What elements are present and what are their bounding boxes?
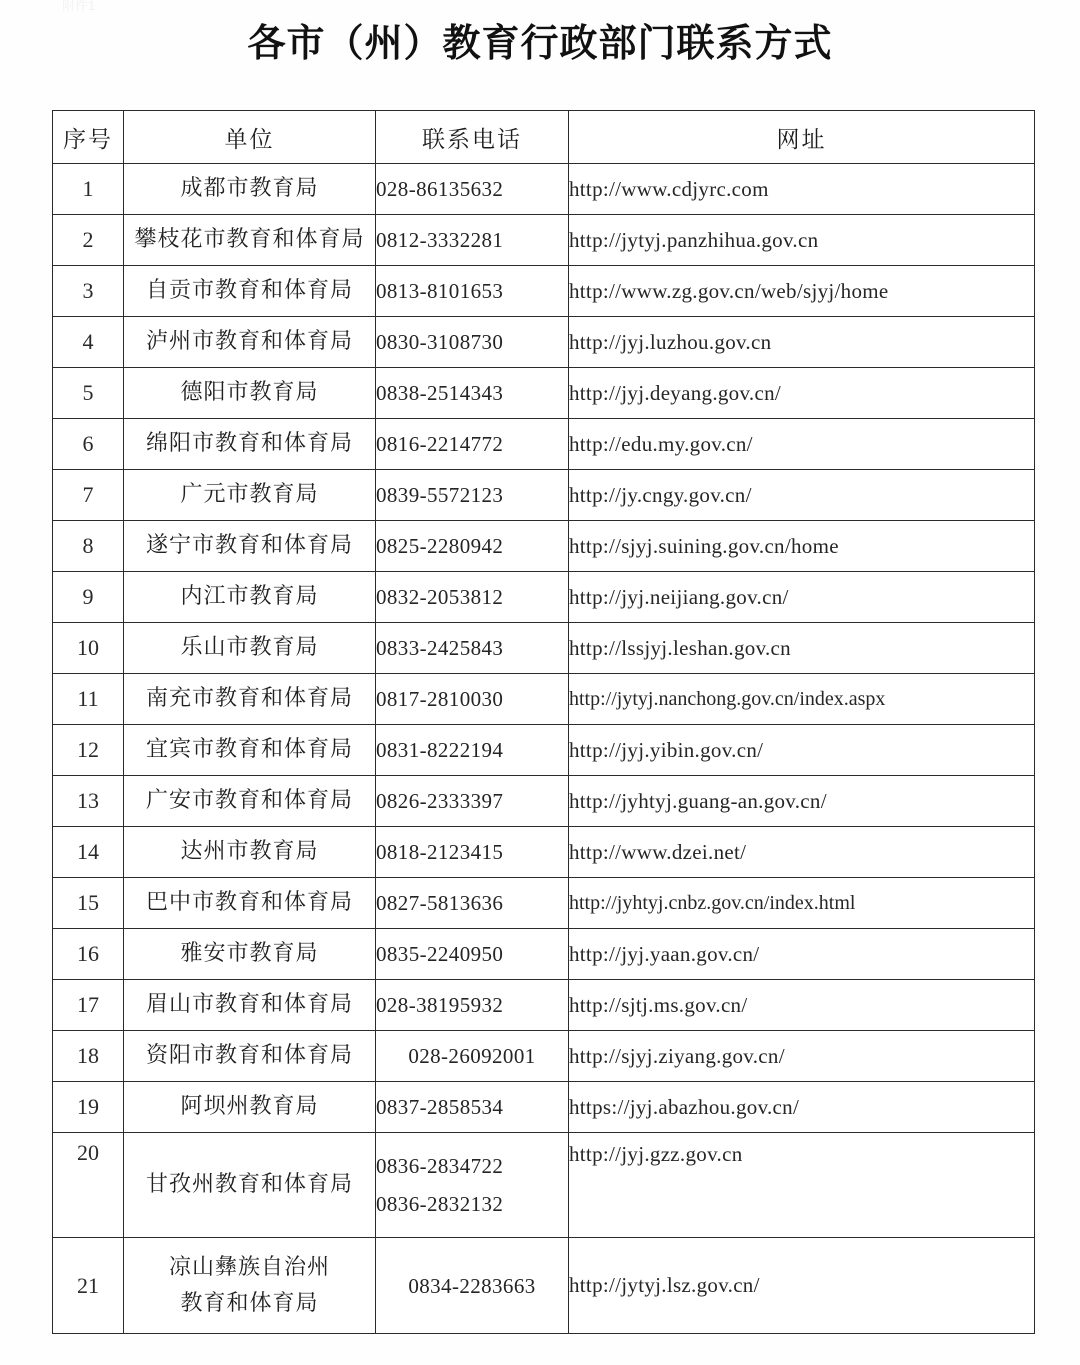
row-number: 5 [53,368,124,419]
table-row [53,1133,1035,1238]
contact-table [52,110,1035,1334]
row-website[interactable]: http://jyhtyj.guang-an.gov.cn/ [569,776,1035,827]
row-website[interactable]: http://jytyj.lsz.gov.cn/ [569,1238,1035,1334]
row-website[interactable]: http://sjtj.ms.gov.cn/ [569,980,1035,1031]
row-phone: 0838-2514343 [376,368,569,419]
row-unit: 雅安市教育局 [124,929,376,980]
row-phone: 0816-2214772 [376,419,569,470]
row-website[interactable]: http://www.dzei.net/ [569,827,1035,878]
row-unit: 遂宁市教育和体育局 [124,521,376,572]
table-row [53,725,1035,776]
row-website[interactable]: http://jyhtyj.cnbz.gov.cn/index.html [569,878,1035,929]
row-number: 3 [53,266,124,317]
column-header-url: 网址 [569,111,1035,164]
row-website[interactable]: http://jyj.neijiang.gov.cn/ [569,572,1035,623]
row-unit: 甘孜州教育和体育局 [124,1133,376,1238]
row-number: 16 [53,929,124,980]
table-row [53,470,1035,521]
row-unit: 巴中市教育和体育局 [124,878,376,929]
row-phone-line-1: 0836-2834722 [376,1154,504,1178]
table-row [53,368,1035,419]
row-website[interactable]: https://jyj.abazhou.gov.cn/ [569,1082,1035,1133]
table-row [53,776,1035,827]
contact-table-container [52,110,1034,1334]
table-row [53,1031,1035,1082]
row-unit: 自贡市教育和体育局 [124,266,376,317]
row-number: 15 [53,878,124,929]
table-row [53,1238,1035,1334]
row-phone: 0818-2123415 [376,827,569,878]
row-unit: 成都市教育局 [124,164,376,215]
row-website[interactable]: http://jyj.luzhou.gov.cn [569,317,1035,368]
row-number: 14 [53,827,124,878]
row-number: 1 [53,164,124,215]
table-row [53,266,1035,317]
row-number: 13 [53,776,124,827]
row-website[interactable]: http://jytyj.nanchong.gov.cn/index.aspx [569,674,1035,725]
column-header-unit: 单位 [124,111,376,164]
row-phone: 0839-5572123 [376,470,569,521]
row-number: 17 [53,980,124,1031]
row-unit: 宜宾市教育和体育局 [124,725,376,776]
table-row [53,674,1035,725]
row-website[interactable]: http://sjyj.suining.gov.cn/home [569,521,1035,572]
row-website[interactable]: http://jyj.gzz.gov.cn [569,1133,1035,1238]
table-row [53,572,1035,623]
row-phone: 0817-2810030 [376,674,569,725]
row-unit: 达州市教育局 [124,827,376,878]
row-unit: 绵阳市教育和体育局 [124,419,376,470]
top-cropped-remnant-text: 附件1 [62,0,96,12]
row-number: 8 [53,521,124,572]
row-number: 11 [53,674,124,725]
row-number: 7 [53,470,124,521]
table-row [53,419,1035,470]
row-unit: 内江市教育局 [124,572,376,623]
table-row [53,827,1035,878]
row-unit: 乐山市教育局 [124,623,376,674]
row-unit-line-1: 凉山彝族自治州 [168,1254,330,1280]
table-row [53,623,1035,674]
row-phone: 0837-2858534 [376,1082,569,1133]
row-website[interactable]: http://edu.my.gov.cn/ [569,419,1035,470]
row-unit: 德阳市教育局 [124,368,376,419]
row-website[interactable]: http://jytyj.panzhihua.gov.cn [569,215,1035,266]
row-unit: 广元市教育局 [124,470,376,521]
table-row [53,929,1035,980]
row-website[interactable]: http://www.zg.gov.cn/web/sjyj/home [569,266,1035,317]
row-phone: 0833-2425843 [376,623,569,674]
table-row [53,878,1035,929]
table-row [53,215,1035,266]
row-phone: 0827-5813636 [376,878,569,929]
row-phone: 0825-2280942 [376,521,569,572]
row-number: 10 [53,623,124,674]
table-row [53,1082,1035,1133]
row-number: 18 [53,1031,124,1082]
row-website[interactable]: http://jyj.yibin.gov.cn/ [569,725,1035,776]
row-unit: 泸州市教育和体育局 [124,317,376,368]
row-phone [376,1133,569,1238]
row-website[interactable]: http://sjyj.ziyang.gov.cn/ [569,1031,1035,1082]
row-phone: 028-38195932 [376,980,569,1031]
row-number: 4 [53,317,124,368]
row-unit: 攀枝花市教育和体育局 [124,215,376,266]
row-phone: 0831-8222194 [376,725,569,776]
row-phone: 0835-2240950 [376,929,569,980]
row-website[interactable]: http://jy.cngy.gov.cn/ [569,470,1035,521]
row-unit: 阿坝州教育局 [124,1082,376,1133]
row-number: 9 [53,572,124,623]
row-phone: 0834-2283663 [376,1238,569,1334]
row-phone: 0830-3108730 [376,317,569,368]
row-unit: 广安市教育和体育局 [124,776,376,827]
column-header-tel: 联系电话 [376,111,569,164]
page-title: 各市（州）教育行政部门联系方式 [247,23,833,65]
table-row [53,521,1035,572]
row-unit [124,1238,376,1334]
row-phone: 0826-2333397 [376,776,569,827]
table-row [53,980,1035,1031]
row-number: 2 [53,215,124,266]
row-phone-line-2: 0836-2832132 [376,1192,504,1216]
row-unit: 资阳市教育和体育局 [124,1031,376,1082]
row-website[interactable]: http://jyj.yaan.gov.cn/ [569,929,1035,980]
table-row [53,164,1035,215]
row-phone: 0813-8101653 [376,266,569,317]
row-number: 20 [53,1133,124,1238]
row-phone: 0832-2053812 [376,572,569,623]
row-website[interactable]: http://www.cdjyrc.com [569,164,1035,215]
row-number: 12 [53,725,124,776]
row-phone: 0812-3332281 [376,215,569,266]
row-phone: 028-86135632 [376,164,569,215]
table-row [53,317,1035,368]
table-header-row [53,111,1035,164]
row-number: 6 [53,419,124,470]
row-website[interactable]: http://jyj.deyang.gov.cn/ [569,368,1035,419]
row-phone: 028-26092001 [376,1031,569,1082]
row-number: 19 [53,1082,124,1133]
row-unit: 南充市教育和体育局 [124,674,376,725]
row-number: 21 [53,1238,124,1334]
row-website[interactable]: http://lssjyj.leshan.gov.cn [569,623,1035,674]
column-header-no: 序号 [53,111,124,164]
row-unit: 眉山市教育和体育局 [124,980,376,1031]
row-unit-line-2: 教育和体育局 [180,1290,319,1316]
contact-table-body [53,111,1035,1334]
